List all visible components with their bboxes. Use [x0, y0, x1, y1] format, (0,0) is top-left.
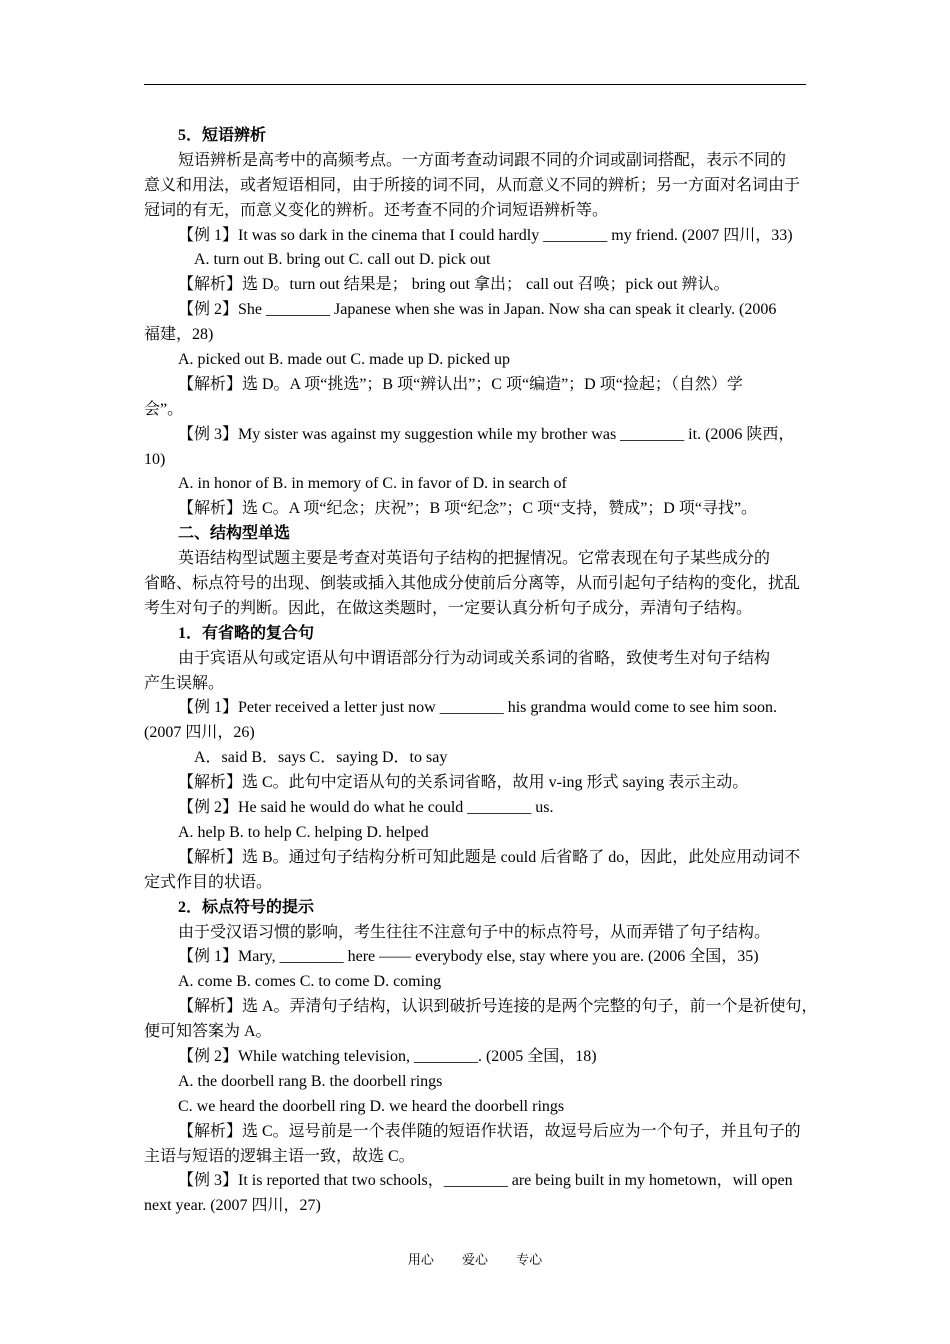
- section-heading: 1．有省略的复合句: [178, 624, 315, 642]
- text-line: 【例 3】My sister was against my suggestion while my brother was ________ it. (2006 陕西，: [178, 425, 795, 443]
- footer-text-2: 爱心: [461, 1253, 488, 1268]
- text-line: 【解析】选 C。逗号前是一个表伴随的短语作状语，故逗号后应为一个句子，并且句子的: [178, 1122, 801, 1140]
- text-line: A. in honor of B. in memory of C. in favor of D. in search of: [178, 475, 567, 493]
- text-line: 【解析】选 D。A 项“挑选”；B 项“辨认出”；C 项“编造”；D 项“捡起；（自然）学: [178, 375, 743, 393]
- section-heading: 2．标点符号的提示: [178, 898, 315, 916]
- text-line: A. picked out B. made out C. made up D. picked up: [178, 351, 510, 369]
- text-line: 【例 2】While watching television, ________. (2005 全国，18): [178, 1047, 597, 1065]
- text-line: 【例 1】It was so dark in the cinema that I could hardly ________ my friend. (2007 四川，33): [178, 226, 793, 244]
- text-line: 【例 2】She ________ Japanese when she was in Japan. Now sha can speak it clearly. (2006: [178, 301, 777, 319]
- text-line: 由于受汉语习惯的影响，考生往往不注意句子中的标点符号，从而弄错了句子结构。: [178, 923, 771, 941]
- text-line: 冠词的有无，而意义变化的辨析。还考查不同的介词短语辨析等。: [144, 201, 609, 219]
- text-line: 【例 2】He said he would do what he could ________ us.: [178, 799, 554, 817]
- text-line: 【例 3】It is reported that two schools，________ are being built in my hometown，will open: [178, 1172, 793, 1190]
- text-line: 由于宾语从句或定语从句中谓语部分行为动词或关系词的省略，致使考生对句子结构: [178, 649, 771, 667]
- text-line: 10): [144, 450, 166, 468]
- text-line: A．said B．says C．saying D．to say: [194, 749, 448, 767]
- text-line: 【解析】选 D。turn out 结果是； bring out 拿出； call out 召唤；pick out 辨认。: [178, 276, 730, 294]
- text-line: A. the doorbell rang B. the doorbell rings: [178, 1072, 443, 1090]
- document-body: [144, 124, 818, 1219]
- text-line: 短语辨析是高考中的高频考点。一方面考查动词跟不同的介词或副词搭配，表示不同的: [178, 151, 787, 169]
- section-heading: 5．短语辨析: [178, 127, 267, 144]
- text-line: 英语结构型试题主要是考查对英语句子结构的把握情况。它常表现在句子某些成分的: [178, 550, 771, 568]
- text-line: next year. (2007 四川，27): [144, 1197, 321, 1215]
- text-line: 【解析】选 B。通过句子结构分析可知此题是 could 后省略了 do，因此，此处应用动词不: [178, 848, 801, 866]
- text-line: 【例 1】Peter received a letter just now ________ his grandma would come to see him soon.: [178, 699, 777, 717]
- header-rule: [144, 84, 806, 85]
- text-line: 福建，28): [144, 326, 214, 344]
- text-line: 产生误解。: [144, 674, 225, 692]
- footer-text-1: 用心: [407, 1253, 434, 1268]
- text-line: 省略、标点符号的出现、倒装或插入其他成分使前后分离等，从而引起句子结构的变化，扰乱: [144, 575, 801, 593]
- text-line: 考生对句子的判断。因此，在做这类题时，一定要认真分析句子成分，弄清句子结构。: [144, 599, 753, 617]
- text-line: A. turn out B. bring out C. call out D. pick out: [194, 251, 491, 269]
- text-line: 主语与短语的逻辑主语一致，故选 C。: [144, 1147, 415, 1165]
- footer-text-3: 专心: [516, 1253, 543, 1268]
- text-line: 会”。: [144, 400, 184, 418]
- text-line: 【例 1】Mary, ________ here —— everybody else, stay where you are. (2006 全国，35): [178, 948, 759, 966]
- text-line: 【解析】选 C。A 项“纪念；庆祝”；B 项“纪念”；C 项“支持，赞成”；D 项“寻找”。: [178, 500, 758, 518]
- text-line: 意义和用法，或者短语相同，由于所接的词不同，从而意义不同的辨析；另一方面对名词由于: [144, 176, 801, 194]
- text-line: 【解析】选 C。此句中定语从句的关系词省略，故用 v-ing 形式 saying 表示主动。: [178, 774, 749, 792]
- section-heading: 二、结构型单选: [178, 525, 291, 543]
- text-line: A. come B. comes C. to come D. coming: [178, 973, 442, 991]
- text-line: 【解析】选 A。弄清句子结构，认识到破折号连接的是两个完整的句子，前一个是祈使句，: [178, 998, 818, 1016]
- text-line: A. help B. to help C. helping D. helped: [178, 823, 429, 841]
- text-line: C. we heard the doorbell ring D. we heard the doorbell rings: [178, 1097, 565, 1115]
- text-line: 便可知答案为 A。: [144, 1023, 272, 1041]
- text-line: 定式作目的状语。: [144, 873, 273, 891]
- page-footer: [0, 1249, 950, 1268]
- text-line: (2007 四川，26): [144, 724, 255, 742]
